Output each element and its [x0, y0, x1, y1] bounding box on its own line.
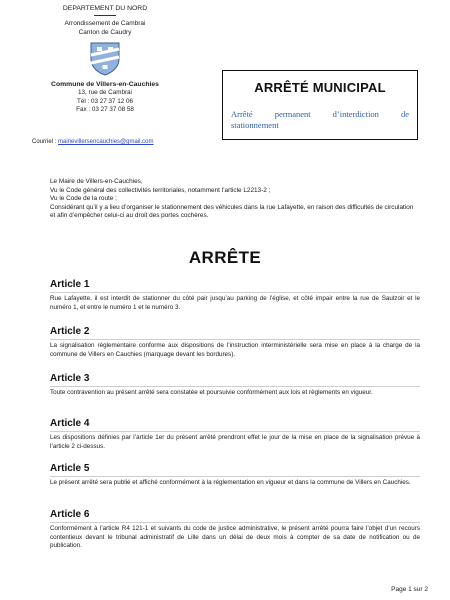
article-6: [50, 509, 420, 551]
telephone: Tél : 03 27 37 12 06: [76, 97, 133, 105]
preamble-line: Considérant qu’il y a lieu d’organiser le stationnement des véhicules dans la rue Lafayette, en raison des difficultés de circulation et afin d’empêcher celui-ci au droit des portes cochères.: [50, 203, 414, 220]
article-title: Article 1: [50, 279, 420, 293]
preamble-line: Le Maire de Villers-en-Cauchies,: [50, 178, 143, 185]
article-2: [50, 326, 420, 359]
address: 13, rue de Cambrai: [78, 89, 132, 96]
department-name: DEPARTEMENT DU NORD: [62, 5, 148, 12]
preamble-line: Vu le Code général des collectivités territoriales, notamment l’article L2213-2 ;: [50, 186, 271, 194]
email-line: [32, 139, 153, 145]
arrondissement: Arrondissement de Cambrai: [64, 20, 146, 27]
commune-name: Commune de Villers-en-Cauchies: [51, 81, 159, 88]
article-title: Article 4: [50, 418, 420, 432]
article-text: Les dispositions définies par l’article 1er du présent arrêté prendront effet le jour de la mise en place de la signalisation prévue à l’article 2 ci-dessus.: [50, 434, 420, 450]
article-text: Toute contravention au présent arrêté sera constatée et poursuivie conformément aux lois et règlements en vigueur.: [50, 389, 373, 396]
email-label: Courriel :: [32, 139, 57, 145]
article-5: [50, 463, 420, 488]
coat-of-arms-icon: [89, 41, 121, 77]
article-1: [50, 279, 420, 312]
article-title: Article 5: [50, 463, 420, 477]
article-text: La signalisation réglementaire conforme aux dispositions de l’instruction interministérielle sera mise en place à la charge de la commune de Villers en Cauchies (marquage devant les bordures).: [50, 342, 420, 358]
title-box: [222, 70, 418, 140]
article-title: Article 3: [50, 373, 420, 387]
header-divider: [94, 15, 116, 16]
page-number: Page 1 sur 2: [391, 586, 428, 593]
article-title: Article 6: [50, 509, 420, 523]
email-link[interactable]: mairievillersencauchies@gmail.com: [58, 139, 154, 145]
letterhead: [30, 4, 180, 115]
article-3: [50, 373, 420, 398]
decree-heading: ARRÊTE: [188, 248, 262, 267]
article-4: [50, 418, 420, 451]
canton: Canton de Caudry: [78, 29, 132, 36]
document-subtitle: Arrêté permanent d’interdiction de stationnement: [231, 109, 409, 130]
fax: Fax : 03 27 37 08 58: [76, 106, 134, 113]
preamble: [50, 178, 420, 221]
document-title: ARRÊTÉ MUNICIPAL: [254, 80, 386, 95]
article-text: Conformément à l’article R4 121-1 et suivants du code de justice administrative, le présent arrêté pourra faire l’objet d’un recours contentieux devant le tribunal administratif de Lille dans un délai de deux mois à compter de sa date de notification ou de publication.: [50, 525, 420, 550]
preamble-line: Vu le Code de la route ;: [50, 195, 117, 203]
article-text: Rue Lafayette, il est interdit de stationner du côté pair jusqu’au parking de l’église, et côté impair entre la rue de Saulzoir et le numéro 1, et entre le numéro 1 et le numéro 3.: [50, 295, 420, 311]
article-title: Article 2: [50, 326, 420, 340]
article-text: Le présent arrêté sera publié et affiché conformément à la réglementation en vigueur et dans la commune de Villers en Cauchies.: [50, 479, 411, 486]
